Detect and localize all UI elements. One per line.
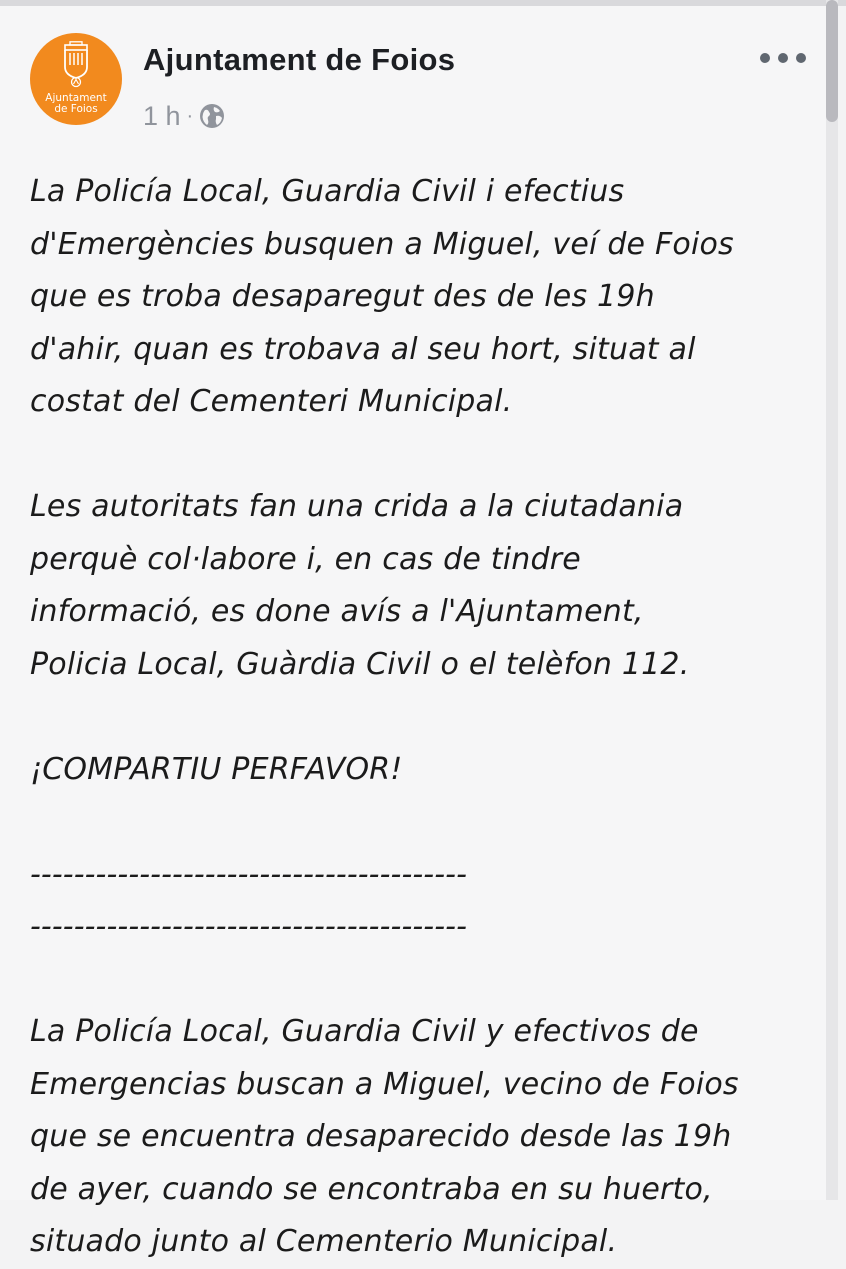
post-meta — [143, 96, 225, 136]
scrollbar[interactable] — [826, 0, 838, 1200]
more-options-dot — [760, 53, 770, 63]
post-text-line: de ayer, cuando se encontraba en su huerto, — [30, 1171, 713, 1207]
globe-icon[interactable] — [199, 103, 225, 129]
post-text-line: Les autoritats fan una crida a la ciutadania — [30, 489, 684, 524]
post-timestamp[interactable]: 1 h — [143, 100, 181, 131]
post-text-line: informació, es done avís a l'Ajuntament, — [30, 594, 644, 629]
divider-line: ---------------------------------------- — [30, 909, 468, 944]
post-text-line: situado junto al Cementerio Municipal. — [30, 1224, 618, 1259]
facebook-post — [0, 6, 826, 1259]
more-options-button[interactable] — [760, 48, 806, 68]
scrollbar-thumb[interactable] — [826, 0, 838, 122]
meta-separator: · — [186, 104, 194, 127]
page-avatar[interactable] — [30, 33, 122, 125]
post-text — [30, 166, 820, 1269]
divider-line: ---------------------------------------- — [30, 856, 468, 892]
post-text-line: d'ahir, quan es trobava al seu hort, situat al — [30, 331, 696, 367]
post-text-line: Policia Local, Guàrdia Civil o el telèfon 112. — [30, 646, 690, 682]
post-text-line: perquè col·labore i, en cas de tindre — [30, 541, 581, 577]
post-text-line: ¡COMPARTIU PERFAVOR! — [30, 751, 403, 787]
post-text-line: que es troba desaparegut des de les 19h — [30, 279, 655, 314]
more-options-dot — [778, 53, 788, 63]
avatar-label-line1: Ajuntament — [45, 92, 107, 104]
post-text-line: que se encuentra desaparecido desde las 19h — [30, 1119, 732, 1154]
town-crest-icon — [61, 41, 91, 87]
post-text-line: d'Emergències busquen a Miguel, veí de Foios — [30, 226, 734, 262]
post-text-line: La Policía Local, Guardia Civil y efectivos de — [30, 1014, 699, 1049]
avatar-label-line2: de Foios — [54, 103, 98, 115]
page-name-link[interactable]: Ajuntament de Foios — [143, 42, 456, 77]
post-text-line: costat del Cementeri Municipal. — [30, 384, 513, 419]
post-text-line: La Policía Local, Guardia Civil i efectius — [30, 174, 625, 209]
more-options-dot — [796, 53, 806, 63]
post-text-line: Emergencias buscan a Miguel, vecino de Foios — [30, 1066, 739, 1102]
